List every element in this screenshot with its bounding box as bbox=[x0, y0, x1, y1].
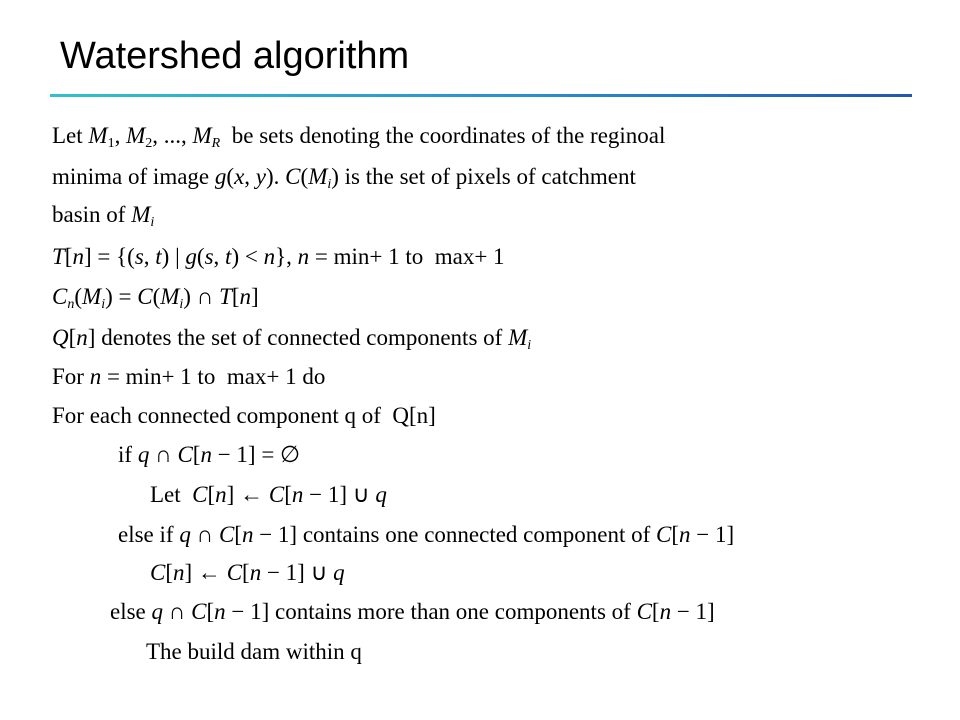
text-line-7: For n = min+ 1 to max+ 1 do bbox=[52, 364, 326, 389]
text-line-11: else if q ∩ C[n − 1] contains one connected component of C[n − 1] bbox=[118, 522, 735, 547]
text-line-10: Let C[n] ← C[n − 1] ∪ q bbox=[150, 482, 387, 507]
title-divider bbox=[50, 94, 912, 97]
text-line-8: For each connected component q of Q[n] bbox=[52, 403, 436, 428]
text-line-5: $C_n(M_i) = C(M_i)$ ∩ T[n] bbox=[52, 284, 259, 312]
text-line-6: Q[n] denotes the set of connected components of $M_i$ bbox=[52, 325, 532, 353]
text-line-2: minima of image g(x, y). $C(M_i)$ is the set of pixels of catchment bbox=[52, 164, 636, 192]
text-line-4: T[n] = {(s, t) | g(s, t) < n}, n = min+ 1 to max+ 1 bbox=[52, 244, 505, 269]
text-line-14: The build dam within q bbox=[146, 639, 362, 664]
slide-title: Watershed algorithm bbox=[60, 35, 410, 77]
text-line-3: basin of $M_i$ bbox=[52, 202, 155, 230]
text-line-12: C[n] ← C[n − 1] ∪ q bbox=[150, 560, 345, 585]
text-line-1: Let $M_1$, $M_2$, ..., $M_R$ be sets denoting the coordinates of the reginoal bbox=[52, 123, 666, 151]
text-line-13: else q ∩ C[n − 1] contains more than one components of C[n − 1] bbox=[110, 599, 715, 624]
text-line-9: if q ∩ C[n − 1] = ∅ bbox=[118, 442, 301, 467]
